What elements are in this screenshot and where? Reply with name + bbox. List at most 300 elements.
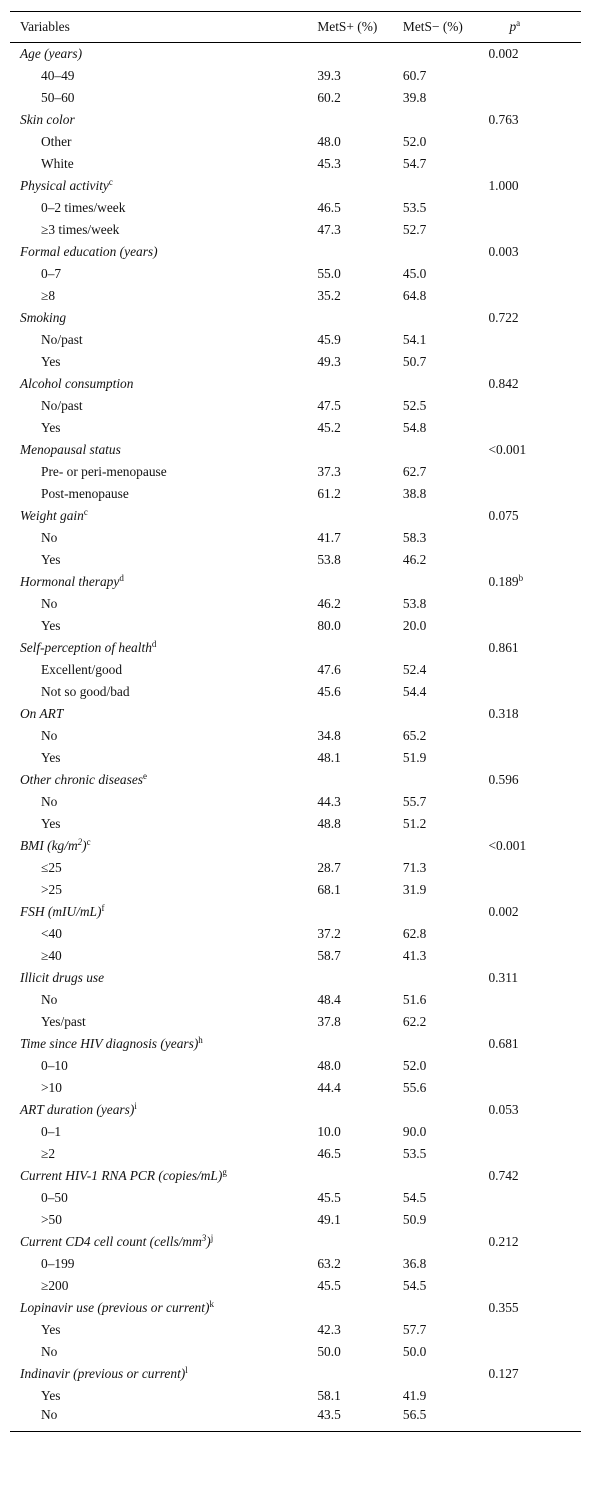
variable-footnote: c — [86, 836, 91, 847]
category-label: <40 — [41, 925, 62, 941]
category-row — [10, 219, 581, 241]
p-value-cell — [488, 1297, 581, 1319]
p-value-cell — [488, 769, 581, 791]
empty-cell — [488, 593, 581, 615]
p-value: <0.001 — [488, 441, 527, 457]
category-label: Other — [41, 133, 72, 149]
variable-label: Lopinavir use (previous or current) — [20, 1299, 210, 1315]
empty-cell — [317, 967, 403, 989]
variable-footnote: j — [210, 1232, 214, 1243]
category-row — [10, 461, 581, 483]
variable-footnote: l — [185, 1364, 188, 1375]
empty-cell — [488, 351, 581, 373]
mets-positive-value: 45.5 — [317, 1189, 341, 1205]
empty-cell — [403, 901, 489, 923]
empty-cell — [317, 703, 403, 725]
empty-cell — [317, 1363, 403, 1385]
empty-cell — [488, 615, 581, 637]
category-label: Post-menopause — [41, 485, 129, 501]
category-label: No — [41, 595, 58, 611]
empty-cell — [488, 527, 581, 549]
mets-negative-value: 62.7 — [402, 463, 427, 479]
mets-negative-value: 50.0 — [402, 1343, 427, 1359]
empty-cell — [317, 571, 403, 593]
p-value: <0.001 — [488, 837, 527, 853]
mets-negative-value: 52.4 — [402, 661, 427, 677]
variable-footnote: d — [151, 638, 157, 649]
mets-positive-value: 68.1 — [317, 881, 341, 897]
empty-cell — [488, 1187, 581, 1209]
category-label: ≥3 times/week — [41, 221, 120, 237]
variable-row — [10, 1165, 581, 1187]
category-label: White — [41, 155, 74, 171]
category-label: No/past — [41, 331, 83, 347]
mets-negative-value: 65.2 — [402, 727, 427, 743]
p-value-cell — [488, 967, 581, 989]
empty-cell — [488, 659, 581, 681]
variable-row — [10, 175, 581, 197]
mets-positive-value: 37.8 — [317, 1013, 341, 1029]
mets-positive-value: 10.0 — [317, 1123, 341, 1139]
category-row — [10, 197, 581, 219]
p-value-cell — [488, 175, 581, 197]
empty-cell — [317, 835, 403, 857]
variable-name — [10, 967, 317, 989]
variable-name — [10, 1033, 317, 1055]
empty-cell — [317, 439, 403, 461]
empty-cell — [488, 1253, 581, 1275]
p-value: 1.000 — [488, 177, 519, 193]
empty-cell — [488, 681, 581, 703]
mets-positive-value: 45.6 — [317, 683, 341, 699]
empty-cell — [488, 87, 581, 109]
variable-row — [10, 1231, 581, 1253]
mets-positive-value: 47.5 — [317, 397, 341, 413]
p-value-cell — [488, 43, 581, 65]
variable-name — [10, 1165, 317, 1187]
empty-cell — [488, 791, 581, 813]
variable-name — [10, 241, 317, 263]
mets-negative-value: 54.5 — [402, 1189, 427, 1205]
p-value: 0.212 — [488, 1233, 519, 1249]
mets-positive-value: 39.3 — [317, 67, 341, 83]
variable-label: Other chronic diseases — [20, 771, 143, 787]
category-label: ≤25 — [41, 859, 62, 875]
category-row — [10, 989, 581, 1011]
variable-row — [10, 1033, 581, 1055]
mets-negative-value: 45.0 — [402, 265, 427, 281]
category-row — [10, 1319, 581, 1341]
mets-positive-value: 47.6 — [317, 661, 341, 677]
category-row — [10, 1209, 581, 1231]
empty-cell — [403, 307, 489, 329]
category-row — [10, 879, 581, 901]
category-row — [10, 395, 581, 417]
empty-cell — [403, 373, 489, 395]
variable-label-tail: ) — [206, 1233, 211, 1249]
variable-footnote: g — [222, 1166, 227, 1177]
p-value-cell — [488, 307, 581, 329]
category-row — [10, 87, 581, 109]
empty-cell — [403, 835, 489, 857]
empty-cell — [488, 747, 581, 769]
mets-negative-value: 52.7 — [402, 221, 427, 237]
empty-cell — [488, 1385, 581, 1407]
category-label: Yes — [41, 419, 61, 435]
header-row — [10, 12, 581, 43]
empty-cell — [403, 1165, 489, 1187]
empty-cell — [403, 967, 489, 989]
empty-cell — [488, 285, 581, 307]
empty-cell — [403, 241, 489, 263]
empty-cell — [488, 153, 581, 175]
mets-positive-value: 50.0 — [317, 1343, 341, 1359]
mets-positive-value: 49.3 — [317, 353, 341, 369]
mets-negative-value: 90.0 — [402, 1123, 427, 1139]
category-label: Yes — [41, 617, 61, 633]
category-row — [10, 527, 581, 549]
empty-cell — [488, 989, 581, 1011]
mets-positive-value: 44.4 — [317, 1079, 341, 1095]
empty-cell — [317, 1165, 403, 1187]
category-label: 0–2 times/week — [41, 199, 126, 215]
empty-cell — [488, 879, 581, 901]
p-value-cell — [488, 505, 581, 527]
mets-positive-value: 41.7 — [317, 529, 341, 545]
empty-cell — [403, 1297, 489, 1319]
variable-name — [10, 1099, 317, 1121]
p-value: 0.861 — [488, 639, 519, 655]
variable-row — [10, 967, 581, 989]
empty-cell — [403, 439, 489, 461]
empty-cell — [317, 1033, 403, 1055]
category-row — [10, 483, 581, 505]
category-row — [10, 747, 581, 769]
variable-name — [10, 43, 317, 65]
p-value: 0.053 — [488, 1101, 519, 1117]
category-label: Yes — [41, 815, 61, 831]
p-value: 0.002 — [488, 45, 519, 61]
mets-negative-value: 36.8 — [402, 1255, 427, 1271]
category-row — [10, 1011, 581, 1033]
mets-negative-value: 55.6 — [402, 1079, 427, 1095]
empty-cell — [488, 1055, 581, 1077]
mets-negative-value: 57.7 — [402, 1321, 427, 1337]
category-label: ≥200 — [41, 1277, 69, 1293]
p-value-cell — [488, 1231, 581, 1253]
category-label: 0–10 — [41, 1057, 68, 1073]
empty-cell — [488, 813, 581, 835]
category-label: 0–7 — [41, 265, 62, 281]
empty-cell — [488, 1077, 581, 1099]
category-row — [10, 65, 581, 87]
p-value: 0.842 — [488, 375, 519, 391]
empty-cell — [317, 241, 403, 263]
mets-negative-value: 50.9 — [402, 1211, 427, 1227]
category-row — [10, 417, 581, 439]
variable-name — [10, 307, 317, 329]
variable-name — [10, 505, 317, 527]
variable-label: BMI (kg/m — [20, 837, 78, 853]
empty-cell — [488, 1121, 581, 1143]
category-row — [10, 1055, 581, 1077]
mets-negative-value: 51.6 — [402, 991, 427, 1007]
category-label: Yes/past — [41, 1013, 86, 1029]
mets-positive-value: 55.0 — [317, 265, 341, 281]
mets-negative-value: 52.5 — [402, 397, 427, 413]
variable-label: Menopausal status — [20, 441, 121, 457]
p-value-cell — [488, 637, 581, 659]
mets-positive-value: 46.5 — [317, 1145, 341, 1161]
variable-name — [10, 571, 317, 593]
mets-positive-value: 47.3 — [317, 221, 341, 237]
variable-label: Indinavir (previous or current) — [20, 1365, 186, 1381]
category-row — [10, 329, 581, 351]
variable-label: Current HIV-1 RNA PCR (copies/mL) — [20, 1167, 223, 1183]
category-row — [10, 615, 581, 637]
mets-positive-value: 53.8 — [317, 551, 341, 567]
empty-cell — [488, 65, 581, 87]
mets-negative-value: 60.7 — [402, 67, 427, 83]
p-value: 0.722 — [488, 309, 519, 325]
category-label: ≥40 — [41, 947, 62, 963]
variable-row — [10, 637, 581, 659]
p-value-cell — [488, 835, 581, 857]
category-label: Pre- or peri-menopause — [41, 463, 167, 479]
category-label: 40–49 — [41, 67, 75, 83]
empty-cell — [317, 1099, 403, 1121]
mets-negative-value: 56.5 — [402, 1406, 427, 1422]
table-header — [10, 12, 581, 43]
category-label: 0–50 — [41, 1189, 68, 1205]
variable-footnote: e — [142, 770, 147, 781]
category-label: No — [41, 529, 58, 545]
p-value-cell — [488, 1165, 581, 1187]
p-value-cell — [488, 571, 581, 593]
variable-name — [10, 703, 317, 725]
empty-cell — [488, 461, 581, 483]
empty-cell — [488, 1209, 581, 1231]
category-row — [10, 263, 581, 285]
variable-label: Self-perception of health — [20, 639, 152, 655]
mets-positive-value: 48.8 — [317, 815, 341, 831]
p-value-cell — [488, 373, 581, 395]
variable-label: Weight gain — [20, 507, 84, 523]
variable-footnote: c — [83, 506, 88, 517]
empty-cell — [317, 175, 403, 197]
mets-negative-value: 54.5 — [402, 1277, 427, 1293]
variable-row — [10, 835, 581, 857]
category-row — [10, 813, 581, 835]
mets-positive-value: 34.8 — [317, 727, 341, 743]
category-row — [10, 549, 581, 571]
empty-cell — [488, 1143, 581, 1165]
results-table-container — [10, 11, 581, 1432]
empty-cell — [488, 1319, 581, 1341]
mets-positive-value: 45.3 — [317, 155, 341, 171]
empty-cell — [488, 417, 581, 439]
empty-cell — [488, 263, 581, 285]
empty-cell — [403, 703, 489, 725]
empty-cell — [403, 1099, 489, 1121]
empty-cell — [403, 1033, 489, 1055]
mets-negative-value: 58.3 — [402, 529, 427, 545]
category-label: No — [41, 793, 58, 809]
category-row — [10, 351, 581, 373]
category-label: Yes — [41, 1387, 61, 1403]
category-row — [10, 1121, 581, 1143]
category-row — [10, 945, 581, 967]
p-value-cell — [488, 703, 581, 725]
mets-negative-value: 54.1 — [402, 331, 427, 347]
mets-negative-value: 52.0 — [402, 1057, 427, 1073]
mets-negative-value: 51.2 — [402, 815, 427, 831]
category-row — [10, 1341, 581, 1363]
mets-negative-value: 38.8 — [402, 485, 427, 501]
variable-name — [10, 439, 317, 461]
variable-footnote: k — [209, 1298, 214, 1309]
variable-name — [10, 835, 317, 857]
empty-cell — [488, 395, 581, 417]
p-value: 0.681 — [488, 1035, 519, 1051]
p-value-cell — [488, 109, 581, 131]
mets-positive-value: 80.0 — [317, 617, 341, 633]
empty-cell — [488, 725, 581, 747]
variable-label: Hormonal therapy — [20, 573, 120, 589]
category-row — [10, 1407, 581, 1431]
mets-positive-value: 37.2 — [317, 925, 341, 941]
variable-name — [10, 1231, 317, 1253]
mets-negative-value: 20.0 — [402, 617, 427, 633]
variable-row — [10, 505, 581, 527]
variable-row — [10, 703, 581, 725]
mets-positive-value: 45.5 — [317, 1277, 341, 1293]
variable-name — [10, 901, 317, 923]
empty-cell — [488, 857, 581, 879]
category-label: No — [41, 1343, 58, 1359]
variable-label: Physical activity — [20, 177, 109, 193]
category-row — [10, 725, 581, 747]
p-value-cell — [488, 1363, 581, 1385]
empty-cell — [488, 197, 581, 219]
p-value: 0.596 — [488, 771, 519, 787]
empty-cell — [488, 923, 581, 945]
mets-positive-value: 42.3 — [317, 1321, 341, 1337]
category-row — [10, 1143, 581, 1165]
variable-name — [10, 637, 317, 659]
empty-cell — [317, 43, 403, 65]
variable-name — [10, 1363, 317, 1385]
variable-label: Formal education (years) — [20, 243, 158, 259]
category-row — [10, 791, 581, 813]
mets-positive-value: 48.4 — [317, 991, 341, 1007]
variable-name — [10, 1297, 317, 1319]
empty-cell — [403, 637, 489, 659]
variable-label: Current CD4 cell count (cells/mm — [20, 1233, 202, 1249]
category-label: Yes — [41, 1321, 61, 1337]
variable-row — [10, 241, 581, 263]
category-label: No/past — [41, 397, 83, 413]
p-value: 0.763 — [488, 111, 519, 127]
variable-row — [10, 1363, 581, 1385]
p-value: 0.311 — [488, 969, 519, 985]
category-label: No — [41, 991, 58, 1007]
variable-footnote: d — [119, 572, 124, 583]
variable-row — [10, 109, 581, 131]
p-value: 0.075 — [488, 507, 519, 523]
p-value-cell — [488, 241, 581, 263]
empty-cell — [317, 637, 403, 659]
empty-cell — [488, 329, 581, 351]
mets-positive-value: 49.1 — [317, 1211, 341, 1227]
empty-cell — [488, 219, 581, 241]
p-value: 0.127 — [488, 1365, 519, 1381]
variable-label: Alcohol consumption — [20, 375, 134, 391]
empty-cell — [488, 1341, 581, 1363]
mets-negative-value: 64.8 — [402, 287, 427, 303]
empty-cell — [488, 1407, 581, 1431]
category-label: No — [41, 727, 58, 743]
mets-positive-value: 46.2 — [317, 595, 341, 611]
variable-footnote: i — [134, 1100, 137, 1111]
mets-positive-value: 43.5 — [317, 1406, 341, 1422]
category-label: ≥8 — [41, 287, 56, 303]
variable-label: FSH (mIU/mL) — [20, 903, 102, 919]
variable-row — [10, 373, 581, 395]
mets-negative-value: 53.5 — [402, 1145, 427, 1161]
mets-negative-value: 46.2 — [402, 551, 427, 567]
p-value: 0.318 — [488, 705, 519, 721]
mets-positive-value: 48.0 — [317, 1057, 341, 1073]
p-value: 0.742 — [488, 1167, 519, 1183]
category-label: >10 — [41, 1079, 62, 1095]
mets-negative-value: 54.8 — [402, 419, 427, 435]
empty-cell — [403, 571, 489, 593]
variable-row — [10, 769, 581, 791]
category-row — [10, 857, 581, 879]
category-label: No — [41, 1406, 58, 1422]
category-row — [10, 1275, 581, 1297]
header-mets-positive: MetS+ (%) — [317, 19, 378, 34]
mets-negative-value: 62.8 — [402, 925, 427, 941]
mets-positive-value: 63.2 — [317, 1255, 341, 1271]
variable-row — [10, 307, 581, 329]
p-value-cell — [488, 1099, 581, 1121]
category-label: Not so good/bad — [41, 683, 130, 699]
empty-cell — [488, 549, 581, 571]
empty-cell — [317, 901, 403, 923]
empty-cell — [403, 109, 489, 131]
category-row — [10, 1253, 581, 1275]
mets-negative-value: 62.2 — [402, 1013, 427, 1029]
variable-row — [10, 1099, 581, 1121]
empty-cell — [317, 505, 403, 527]
category-row — [10, 1077, 581, 1099]
category-row — [10, 285, 581, 307]
header-mets-negative: MetS− (%) — [402, 19, 463, 34]
category-row — [10, 153, 581, 175]
mets-positive-value: 48.0 — [317, 133, 341, 149]
category-row — [10, 593, 581, 615]
header-p-label: p — [509, 19, 517, 34]
category-label: >25 — [41, 881, 62, 897]
p-value: 0.002 — [488, 903, 519, 919]
variable-row — [10, 571, 581, 593]
mets-positive-value: 37.3 — [317, 463, 341, 479]
p-value: 0.355 — [488, 1299, 519, 1315]
variable-footnote: c — [108, 176, 113, 187]
category-label: 0–199 — [41, 1255, 75, 1271]
